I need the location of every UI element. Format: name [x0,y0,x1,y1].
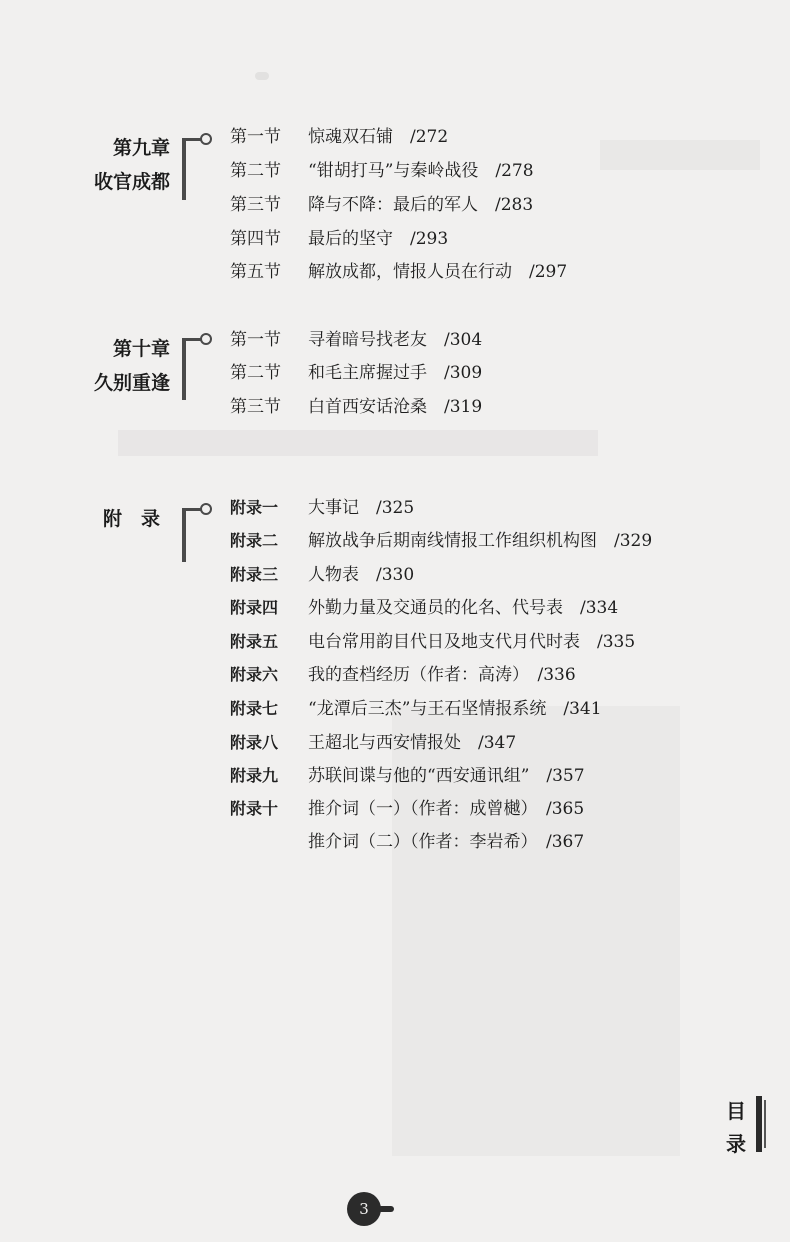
section-label: 第四节 [230,229,281,249]
toc-entry[interactable] [230,524,652,557]
section-title: 白首西安话沧桑 /319 [308,397,483,417]
bracket-stem [182,138,202,141]
toc-entry[interactable] [230,759,585,792]
appendix-label: 附录九 [230,766,279,785]
section-title: 解放成都，情报人员在行动 /297 [308,262,568,282]
appendix-title: 苏联间谍与他的“西安通讯组” /357 [308,766,585,786]
toc-entry[interactable] [230,256,567,289]
paper-mark [255,72,269,80]
side-rule [756,1096,762,1152]
appendix-label: 附录二 [230,531,279,550]
chapter-10-title: 久别重逢 [93,372,170,394]
appendix-title: 解放战争后期南线情报工作组织机构图 /329 [308,531,653,551]
side-label-lu: 录 [726,1132,746,1156]
section-label: 第三节 [230,397,281,417]
appendix-label: 附录一 [230,498,279,517]
appendix-title: 推介词（二）（作者：李岩希） /367 [308,832,585,852]
appendix-label: 附录十 [230,799,279,818]
toc-entry[interactable] [230,121,448,154]
chapter-9-title: 收官成都 [93,171,170,193]
section-label: 第三节 [230,195,281,215]
toc-entry[interactable] [230,826,584,859]
appendix-title: 外勤力量及交通员的化名、代号表 /334 [308,598,619,618]
bracket-stem [182,508,202,511]
appendix-bracket [182,508,208,562]
appendix-label: 附录五 [230,632,279,651]
section-label: 第二节 [230,363,281,383]
toc-entry[interactable] [230,658,576,691]
bleed-through-header [600,140,760,170]
appendix-label: 附录八 [230,733,279,752]
appendix-title: 王超北与西安情报处 /347 [308,733,517,753]
toc-entry[interactable] [230,223,448,256]
section-label: 第一节 [230,127,281,147]
side-rule-thin [764,1100,766,1148]
chapter-9-bracket [182,138,208,200]
section-title: 降与不降：最后的军人 /283 [308,195,534,215]
toc-entry[interactable] [230,391,482,424]
appendix-label: 附录六 [230,665,279,684]
toc-entry[interactable] [230,558,414,591]
section-title: 最后的坚守 /293 [308,229,449,249]
page-number: 3 [347,1192,381,1226]
appendix-title: 推介词（一）（作者：成曾樾） /365 [308,799,585,819]
side-label-mu: 目 [726,1099,746,1123]
toc-entry[interactable] [230,625,635,658]
chapter-10-bracket [182,338,208,400]
toc-entry[interactable] [230,155,534,188]
toc-entry[interactable] [230,357,482,390]
toc-entry[interactable] [230,324,482,357]
bleed-through-heading [118,430,598,456]
bracket-stem [182,338,202,341]
bracket-node-icon [200,503,212,515]
section-title: 和毛主席握过手 /309 [308,363,483,383]
bracket-node-icon [200,133,212,145]
chapter-9-label: 第九章 [112,137,170,159]
appendix-label: 附录四 [230,598,279,617]
appendix-title: 大事记 /325 [308,498,415,518]
chapter-10-label: 第十章 [112,338,170,360]
toc-entry[interactable] [230,491,414,524]
toc-entry[interactable] [230,726,516,759]
section-title: 惊魂双石铺 /272 [308,127,449,147]
section-title: “钳胡打马”与秦岭战役 /278 [308,161,534,181]
toc-entry[interactable] [230,792,584,825]
toc-entry[interactable] [230,692,602,725]
section-label: 第一节 [230,330,281,350]
appendix-label: 附 录 [102,508,160,530]
appendix-label: 附录三 [230,565,279,584]
section-label: 第五节 [230,262,281,282]
appendix-title: “龙潭后三杰”与王石坚情报系统 /341 [308,699,602,719]
bracket-node-icon [200,333,212,345]
toc-entry[interactable] [230,189,533,222]
appendix-title: 人物表 /330 [308,565,415,585]
appendix-label: 附录七 [230,699,279,718]
section-label: 第二节 [230,161,281,181]
toc-entry[interactable] [230,591,618,624]
section-title: 寻着暗号找老友 /304 [308,330,483,350]
appendix-title: 我的查档经历（作者：高涛） /336 [308,665,576,685]
appendix-title: 电台常用韵目代日及地支代月代时表 /335 [308,632,636,652]
